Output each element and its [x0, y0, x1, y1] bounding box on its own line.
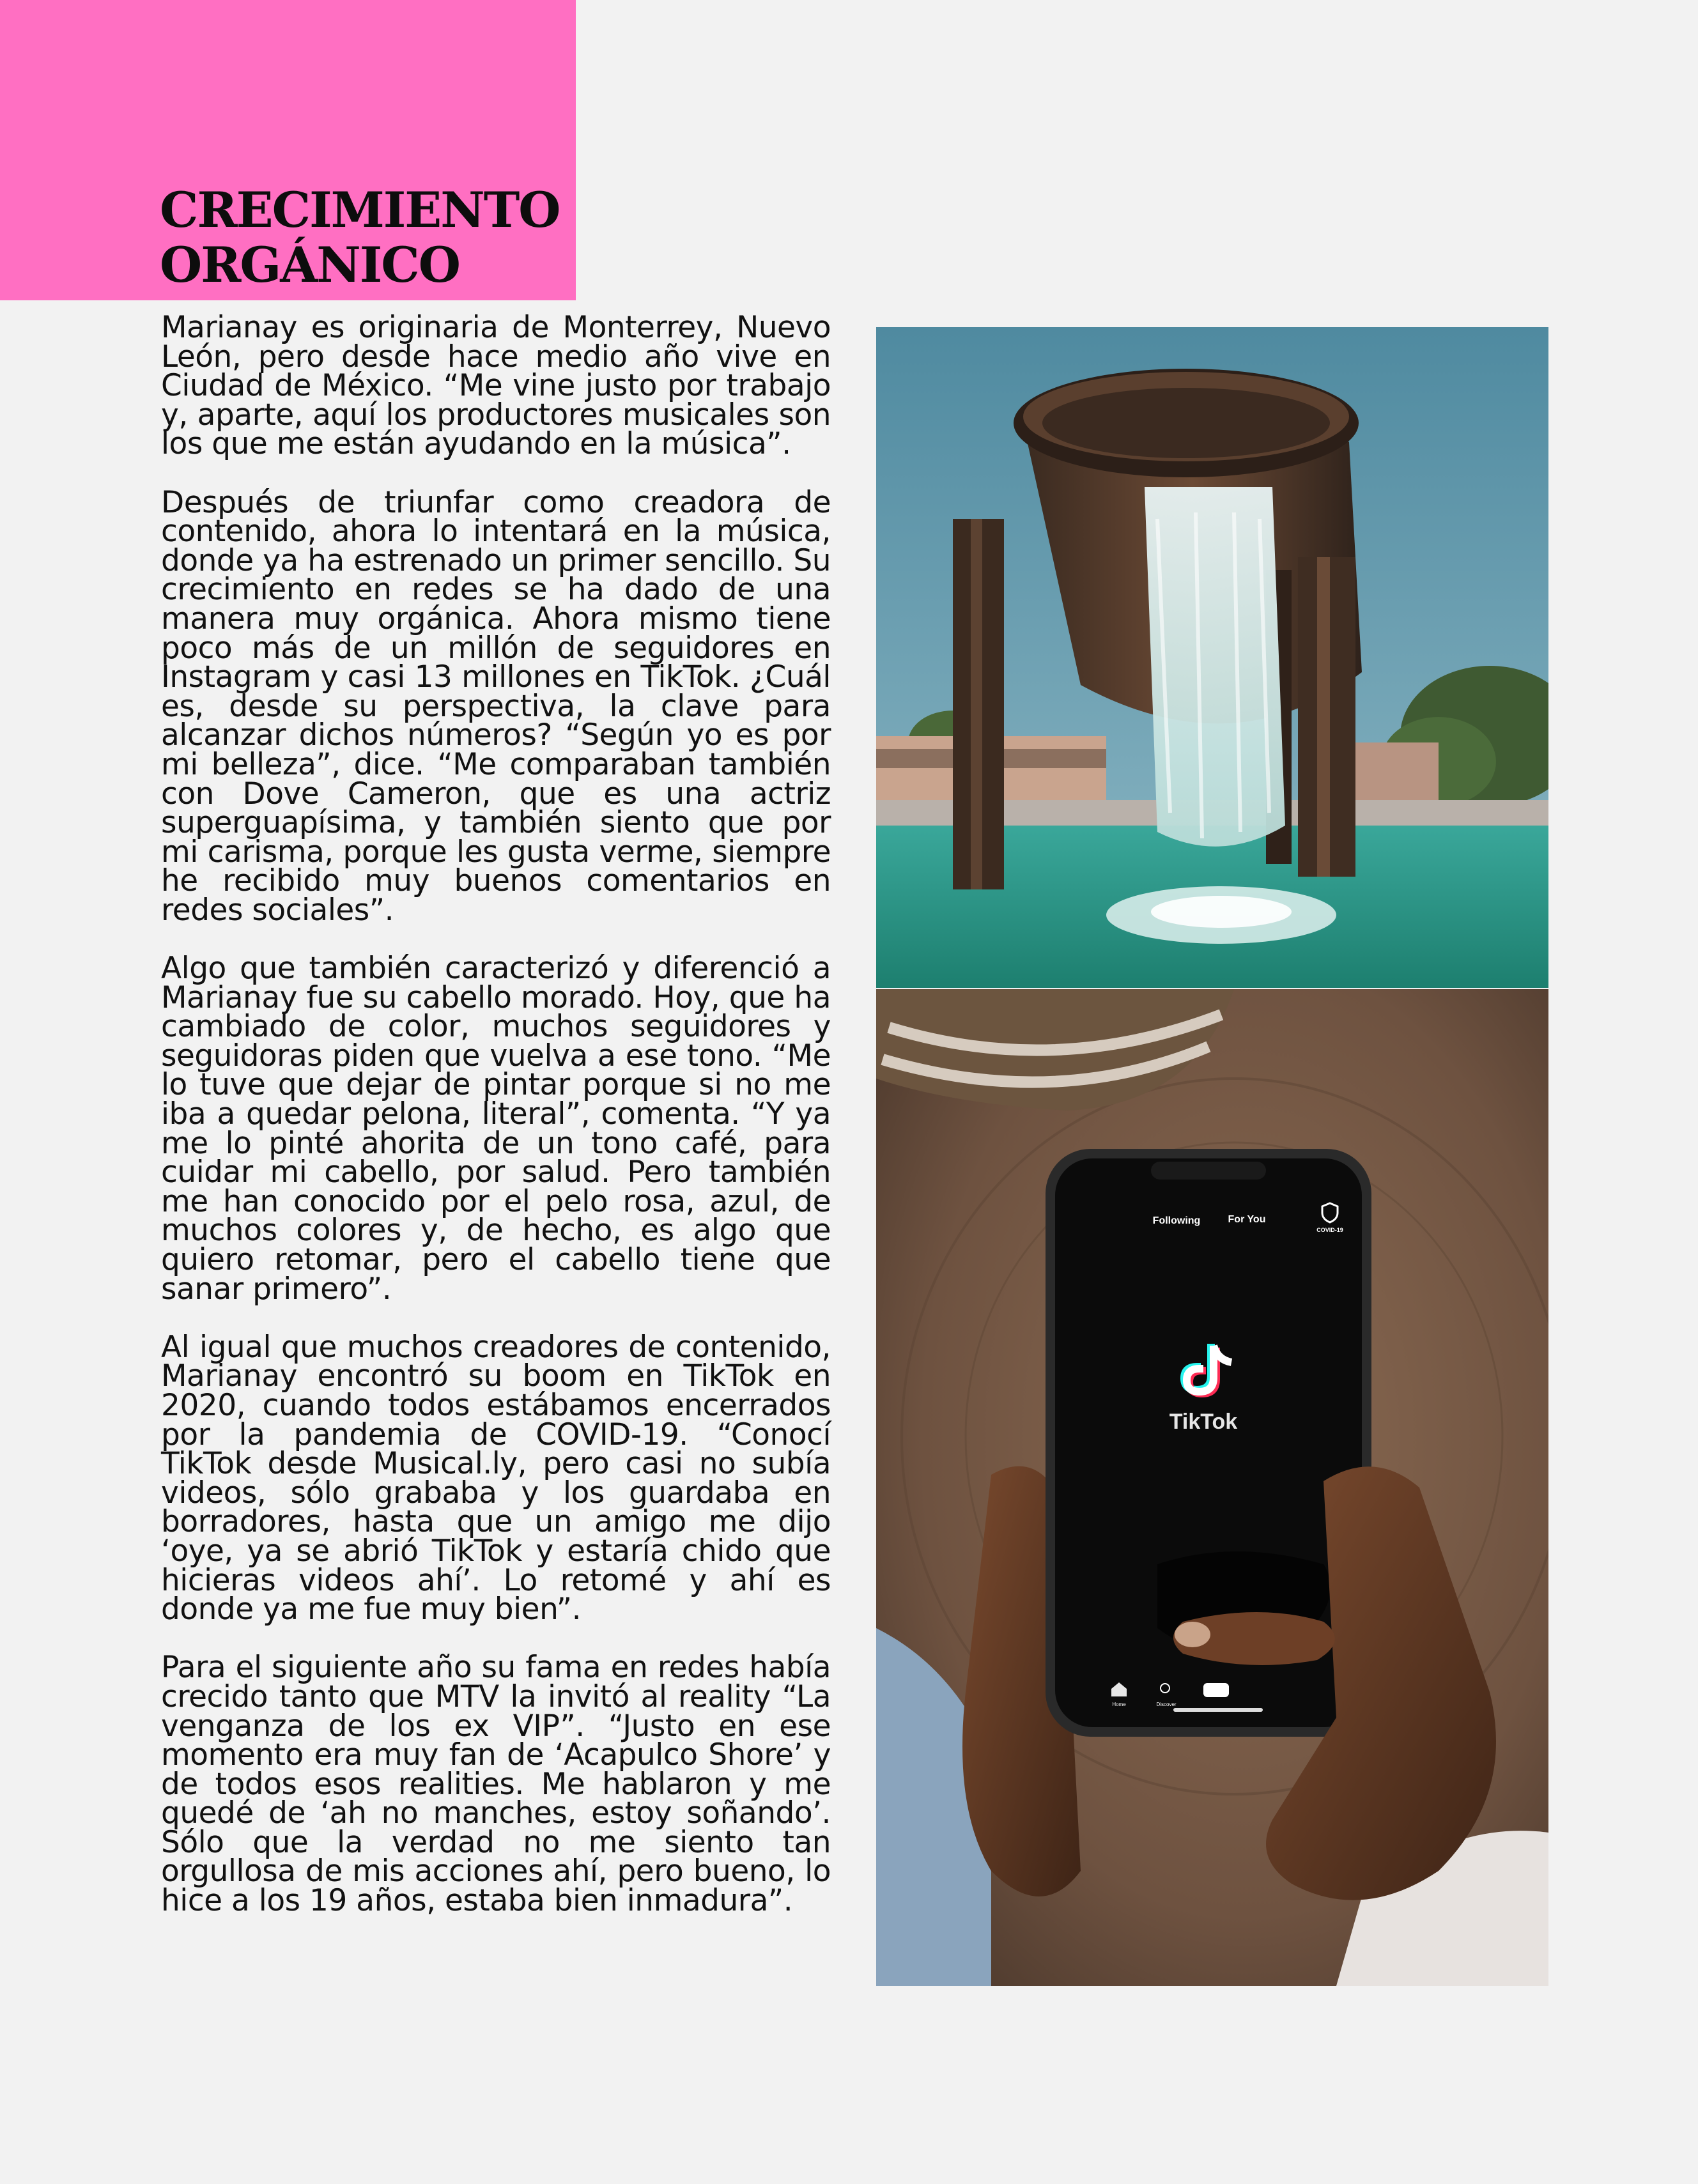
- tiktok-phone-photo: [876, 989, 1548, 1986]
- page-title: [160, 183, 569, 293]
- phone-tab-following: Following: [1152, 1215, 1201, 1226]
- paragraph: Algo que también caracterizó y diferenció a Marianay fue su cabello morado. Hoy, que ha cambiado de color, muchos seguidores y seguidoras piden que vuelva a ese tono. “Me lo tuve que dejar de pintar porque si no me iba a quedar pelona, literal”, comenta. “Y ya me lo pinté ahorita de un tono café, para cuidar mi cabello, por salud. Pero también me han conocido por el pelo rosa, azul, de muchos colores y, de hecho, es algo que quiero retomar, pero el cabello tiene que sanar primero”.: [161, 951, 831, 1307]
- paragraph: Después de triunfar como creadora de contenido, ahora lo intentará en la música, donde ya ha estrenado un primer sencillo. Su crecimiento en redes se ha dado de una manera muy orgánica. Ahora mismo tiene poco más de un millón de seguidores en Instagram y casi 13 millones en TikTok. ¿Cuál es, desde su perspectiva, la clave para alcanzar dichos números? “Según yo es por mi belleza”, dice. “Me comparaban también con Dove Cameron, que es una actriz superguapísima, y también siento que por mi carisma, porque les gusta verme, siempre he recibido muy buenos comentarios en redes sociales”.: [161, 484, 831, 928]
- article-body: [161, 310, 831, 1944]
- paragraph: Al igual que muchos creadores de contenido, Marianay encontró su boom en TikTok en 2020, cuando todos estábamos encerrados por la pandemia de COVID-19. “Conocí TikTok desde Musical.ly, pero casi no subía videos, sólo grababa y los guardaba en borradores, hasta que un amigo me dijo ‘oye, ya se abrió TikTok y estaría chido que hicieras videos ahí’. Lo retomé y ahí es donde ya me fue muy bien”.: [161, 1329, 831, 1627]
- phone-nav-home: Home: [1112, 1702, 1126, 1707]
- title-line-2: ORGÁNICO: [160, 236, 459, 293]
- fountain-photo: [876, 327, 1548, 988]
- phone-nav-discover: Discover: [1156, 1702, 1177, 1707]
- paragraph: Para el siguiente año su fama en redes había crecido tanto que MTV la invitó al reality “La venganza de los ex VIP”. “Justo en ese momento era muy fan de ‘Acapulco Shore’ y de todos esos realities. Me hablaron y me quedé de ‘ah no manches, estoy soñando’. Sólo que la verdad no me siento tan orgullosa de mis acciones ahí, pero bueno, lo hice a los 19 años, estaba bien inmadura”.: [161, 1650, 831, 1919]
- phone-badge: COVID-19: [1316, 1227, 1343, 1233]
- create-icon: [1203, 1683, 1229, 1697]
- paragraph: Marianay es originaria de Monterrey, Nuevo León, pero desde hace medio año vive en Ciudad de México. “Me vine justo por trabajo y, aparte, aquí los productores musicales son los que me están ayudando en la música”.: [161, 310, 831, 462]
- title-line-1: CRECIMIENTO: [160, 181, 560, 238]
- phone-tab-for-you: For You: [1228, 1214, 1266, 1225]
- phone-app-name: TikTok: [1169, 1410, 1238, 1434]
